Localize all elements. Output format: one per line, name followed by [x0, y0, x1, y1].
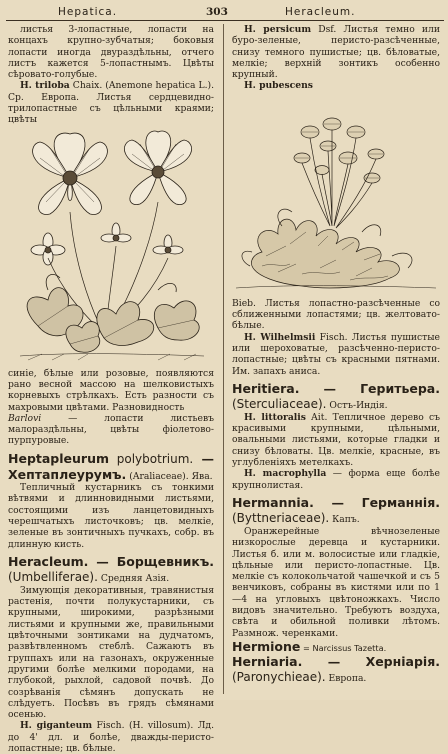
- header-right: Heracleum.: [285, 6, 356, 18]
- genus-region: Средняя Азія.: [97, 572, 170, 584]
- hermione-entry: [232, 639, 440, 654]
- hepatica-leaves: [27, 274, 199, 352]
- species-text: Ait. Тепличное дерево съ красивыми крупными, цѣльными, овальными листьями, которые гладки и снизу бѣловаты. Цв. мелкіе, красные, въ углубленіяхъ метелкахъ.: [232, 411, 440, 469]
- hepatica-triloba-continued: синіе, бѣлые или розовые, появляются рано весной массою на шелковистыхъ корневыхъ стрѣлкахъ. Есть разности съ махровыми цвѣтами. Разновидность: [8, 367, 214, 413]
- right-column: [232, 24, 440, 685]
- left-column: [8, 24, 214, 754]
- variety-text: — лопасти листьевъ малораздѣльны, цвѣты фіолетово-пурпуровые.: [8, 412, 214, 447]
- heritiera-heading: [232, 381, 440, 412]
- heritiera-macrophylla-entry: [232, 468, 440, 491]
- hepatica-flower-left: [33, 133, 108, 214]
- heptapleurum-description: Тепличный кустарникъ съ тонкими вѣтвями и длинновидными листьями, состоящими изъ ланцетовидныхъ черешчатыхъ листочковъ; цв. мелкіе, зеленые въ зонтичныхъ пучкахъ, собр. въ длинную кисть.: [8, 482, 214, 550]
- species-name: H. Wilhelmsii: [244, 331, 316, 343]
- foliage: [242, 209, 412, 288]
- species-name: H. triloba: [20, 80, 70, 92]
- herniaria-heading: [232, 654, 440, 685]
- heritiera-littoralis-entry: [232, 412, 440, 468]
- hepatica-flower-small: [31, 233, 65, 265]
- species-text: Chaix. (Anemone hepatica L.). Ср. Европа. Листья сердцевидно-трилопастные съ цѣльными краями; цвѣты: [8, 80, 215, 126]
- genus-russian-name: — Борщевникъ.: [88, 553, 214, 569]
- cross-reference: = Narcissus Tazetta.: [300, 642, 387, 653]
- genus-family: (Byttneriaceae).: [232, 510, 330, 525]
- genus-latin-name: Heritiera.: [232, 380, 300, 396]
- flower-heads: [294, 118, 384, 183]
- species-name: H. macrophylla: [244, 468, 327, 480]
- genus-russian-name: — Хептаплеурумъ.: [8, 450, 215, 482]
- hepatica-continued-text: листья 3-лопастные, лопасти на концахъ крупно-зубчатыя; боковыя лопасти иногда двураздѣльны, отчего листъ кажется 5-лопастнымъ. Цвѣты сѣровато-голубые.: [8, 24, 214, 81]
- genus-family: (Araliaceae). Ява.: [126, 470, 213, 482]
- genus-family: (Sterculiaceae).: [232, 396, 327, 411]
- hermannia-description: Оранжерейные вѣчнозеленые низкорослые деревца и кустарники. Листья б. или м. волосистые или гладкіе, цѣльные или перисто-лопастные. Цв. мелкіе съ колокольчатой чашечкой и съ 5 венчиковъ, собраны въ кистями или по 1—4 на угловыхъ цвѣтоножкахъ. Число видовъ значительно. Требуютъ воздуха, свѣта и обильной поливки лѣтомъ. Размнож. черенками.: [232, 525, 440, 639]
- column-divider: [223, 24, 224, 694]
- genus-region: Европа.: [325, 673, 367, 685]
- genus-latin-name: Heptapleurum: [8, 450, 109, 466]
- species-latin-name: polybotrium.: [109, 451, 194, 466]
- genus-latin-name: Heracleum.: [8, 553, 89, 569]
- species-text: Fisch. (H. villosum). Лд. до 4' дл. и болѣе, дважды-перисто-лопастные; цв. бѣлые.: [8, 720, 214, 754]
- running-header: [0, 6, 448, 20]
- variety-name: Barlovi: [8, 412, 42, 424]
- genus-russian-name: — Геритьера.: [299, 380, 440, 396]
- hepatica-flower-small: [153, 235, 183, 254]
- header-rule: [6, 20, 444, 21]
- heptapleurum-heading: [8, 451, 214, 482]
- species-name: H. persicum: [244, 24, 312, 35]
- species-name: H. giganteum: [20, 720, 93, 732]
- heracleum-giganteum-entry: [8, 720, 214, 754]
- genus-latin-name: Hermione: [232, 638, 301, 654]
- heracleum-pubescens-continued: Bieb. Листья лопастно-разсѣченные со сближенными лопастями; цв. желтовато-бѣлые.: [232, 297, 440, 332]
- heracleum-persicum-entry: [232, 24, 440, 80]
- species-text: Fisch. Листья пушистые или шероховатые, разсѣченно-перисто-лопастные; цвѣты съ красными пятнами. Им. запахъ аниса.: [232, 331, 440, 377]
- heracleum-description: Зимующія декоративныя, травянистыя растенія, почти полукустарники, съ крупными, широкими, разрѣзными листьями и крупными же, правильными цвѣточными зонтиками на дудчатомъ, развѣтвленномъ стеблѣ. Сажаютъ въ группахъ или на газонахъ, окруженные другими болѣе мелкими породами, на глубокой, рыхлой, садовой почвѣ. До созрѣванія сѣмянъ допускать не слѣдуетъ. Посѣвъ въ грядъ сѣмянами осенью.: [8, 584, 214, 721]
- hepatica-illustration: [8, 130, 214, 362]
- species-text: — форма еще болѣе крупнолистая.: [232, 468, 440, 491]
- hermannia-heading: [232, 495, 440, 526]
- genus-region: Остъ-Индія.: [326, 399, 388, 411]
- hepatica-flower-small: [101, 223, 131, 242]
- genus-latin-name: Herniaria.: [232, 654, 303, 670]
- hepatica-barlovi-variety: [8, 413, 214, 447]
- header-left: Hepatica.: [58, 6, 118, 18]
- genus-russian-name: — Германнія.: [313, 494, 440, 510]
- genus-russian-name: — Херніарія.: [302, 654, 440, 670]
- page-number: 303: [206, 6, 228, 18]
- genus-family: (Umbelliferae).: [8, 569, 98, 584]
- species-name: H. pubescens: [244, 80, 313, 92]
- hepatica-triloba-entry: [8, 80, 214, 125]
- species-name: H. littoralis: [244, 411, 306, 423]
- heracleum-heading: [8, 554, 214, 585]
- heracleum-illustration: [232, 96, 440, 292]
- genus-latin-name: Hermannia.: [232, 494, 314, 510]
- heracleum-pubescens-entry: [232, 80, 440, 91]
- heracleum-wilhelmsii-entry: [232, 332, 440, 377]
- species-text: Dsf. Листья темно или буро-зеленые, перисто-разсѣченные, снизу темного пушистые; цв. бѣловатые, мелкіе; верхній зонтикъ особенно крупный.: [232, 24, 440, 81]
- genus-family: (Paronychieae).: [232, 670, 326, 685]
- genus-region: Капъ.: [329, 513, 360, 525]
- hepatica-flower-right: [124, 131, 191, 204]
